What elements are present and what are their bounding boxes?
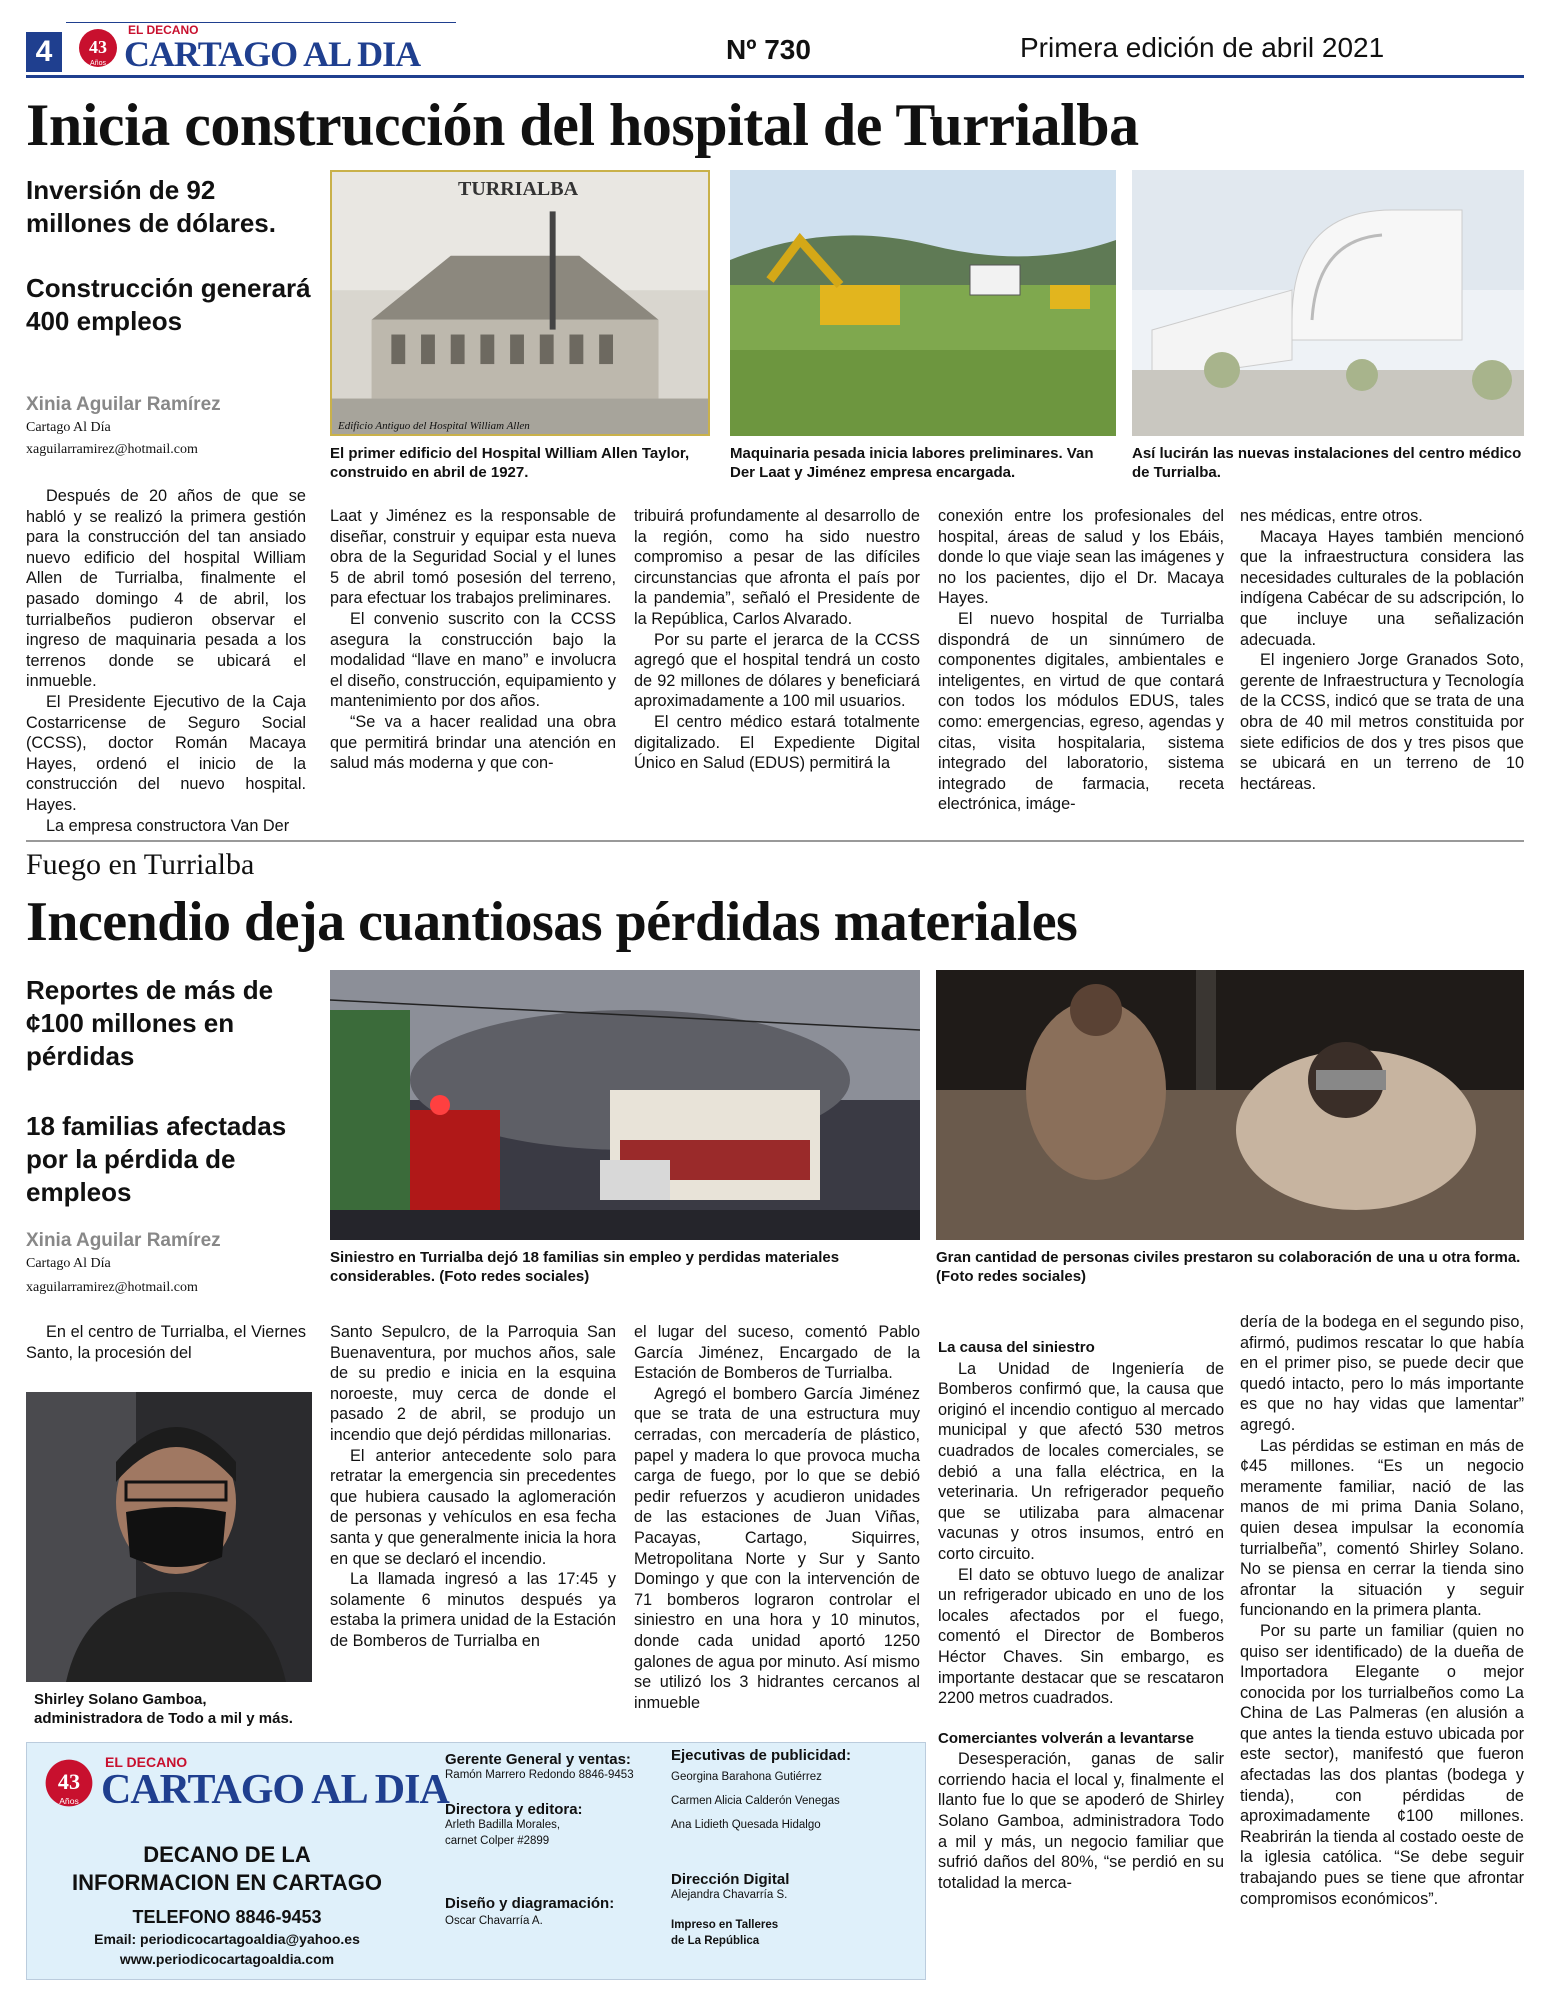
article2-caption-fire: Siniestro en Turrialba dejó 18 familias sin empleo y perdidas materiales considerables. (Foto redes sociales) [330, 1249, 840, 1285]
old-photo-inner-caption: Edificio Antiguo del Hospital William Allen [338, 420, 530, 432]
footer-directora-value1: Arleth Badilla Morales, [445, 1819, 561, 1831]
civilians-helping-photo [936, 970, 1524, 1240]
anniversary-badge-icon [37, 1755, 101, 1811]
footer-impreso-1: Impreso en Talleres [671, 1919, 779, 1931]
header-rule [26, 75, 1524, 78]
article2-column-3 [634, 1322, 920, 1713]
footer-gerente-label: Gerente General y ventas: [445, 1751, 631, 1768]
article2-col4-para: Desesperación, ganas de salir corriendo hacia el local y, finalmente el llanto fue lo que se apoderó de Shirley Solano Gamboa, administradora Todo a mil y más, un negocio familiar que sufrió daños del 80%, “se perdió en su totalidad la merca- [938, 1750, 1224, 1892]
article2-byline: Xinia Aguilar Ramírez [26, 1230, 221, 1251]
article2-email: xaguilarramirez@hotmail.com [26, 1280, 198, 1295]
article2-col1-intro: En el centro de Turrialba, el Viernes Santo, la procesión del [26, 1323, 306, 1362]
footer-logo-small: EL DECANO [105, 1754, 188, 1770]
article2-col2-para: La llamada ingresó a las 17:45 y solamente 6 minutos después ya estaba la primera unidad de la Estación de Bomberos de Turrialba en [330, 1570, 617, 1650]
article2-column-1 [26, 1322, 306, 1363]
article1-col5-para: nes médicas, entre otros. [1240, 507, 1423, 525]
article2-headline: Incendio deja cuantiosas pérdidas materiales [26, 891, 1078, 953]
footer-diseno-label: Diseño y diagramación: [445, 1895, 615, 1912]
article1-col3-para: tribuirá profundamente al desarrollo de la región, como ha sido nuestro compromiso a pesar de las difíciles circunstancias que afronta el país por la pandemia”, señaló el Presidente de la República, Carlos Alvarado. [634, 507, 920, 628]
article2-outlet: Cartago Al Día [26, 1256, 111, 1271]
footer-decano-line1: DECANO DE LA [143, 1842, 311, 1867]
anniversary-badge-icon [72, 26, 124, 70]
footer-ejecutivas-label: Ejecutivas de publicidad: [671, 1747, 852, 1764]
article2-col4-para: La Unidad de Ingeniería de Bomberos confirmó que, la causa que originó el incendio contiguo al mercado municipal y que afectó 530 metros cuadrados de locales comerciales, se debió a una falla eléctrica, en la veterinaria. Un refrigerador pequeño que se utilizaba para almacenar vacunas y otros insumos, entró en corto circuito. [938, 1359, 1224, 1563]
article1-column-4 [938, 506, 1224, 815]
page-number: 4 [26, 32, 62, 72]
article1-col3-para: Por su parte el jerarca de la CCSS agregó que el hospital tendrá un costo de 92 millones de dólares y beneficiará aproximadamente a 100 mil usuarios. [634, 630, 920, 711]
article2-kicker: Fuego en Turrialba [26, 848, 255, 881]
section-divider [26, 840, 1524, 842]
footer-gerente-value: Ramón Marrero Redondo 8846-9453 [445, 1769, 634, 1781]
shirley-portrait-photo [26, 1392, 312, 1682]
article2-col3-para: el lugar del suceso, comentó Pablo García Jiménez, Encargado de la Estación de Bomberos de Turrialba. [634, 1323, 920, 1383]
article1-deck1: Inversión de 92 millones de dólares. [26, 175, 276, 238]
issue-number: Nº 730 [726, 34, 811, 65]
footer-logo [37, 1755, 449, 1811]
footer-ejecutiva: Ana Lidieth Quesada Hidalgo [671, 1819, 821, 1831]
article1-col2-para: “Se va a hacer realidad una obra que permitirá brindar una atención en salud más moderna y que con- [330, 712, 616, 773]
new-hospital-rendering [1132, 170, 1524, 436]
article1-col2-para: El convenio suscrito con la CCSS asegura la construcción bajo la modalidad “llave en mano” e involucra el diseño, construcción, equipamiento y mantenimiento por dos años. [330, 609, 616, 711]
article1-col5-para: Macaya Hayes también mencionó que la infraestructura considera las necesidades culturales de la población indígena Cabécar de su adscripción, lo que incluye una señalización adecuada. [1240, 527, 1524, 649]
footer-diseno-value: Oscar Chavarría A. [445, 1915, 543, 1927]
article1-column-2 [330, 506, 616, 774]
article1-column-3 [634, 506, 920, 774]
footer-digital-value: Alejandra Chavarría S. [671, 1889, 788, 1901]
article1-email: xaguilarramirez@hotmail.com [26, 442, 198, 457]
article2-deck2: 18 familias afectadas por la pérdida de empleos [26, 1111, 287, 1207]
article1-col5-para: El ingeniero Jorge Granados Soto, gerente de Infraestructura y Tecnología de la CCSS, indicó que se trata de una obra de 40 mil metros constituida por siete edificios de dos y tres pisos que se ubicará en un terreno de 10 hectáreas. [1240, 651, 1524, 793]
masthead-box [26, 1742, 926, 1980]
old-hospital-photo [330, 170, 710, 436]
article2-col2-para: Santo Sepulcro, de la Parroquia San Buenaventura, por muchos años, sale de su predio e inicia en la esquina noroeste, muy cerca de donde el pasado 2 de abril, se produjo un incendio que dejó pérdidas millonarias. [330, 1323, 616, 1444]
badge-sub: Años [90, 60, 106, 67]
article2-deck1: Reportes de más de ¢100 millones en pérdidas [26, 975, 274, 1071]
footer-decano-line2: INFORMACION EN CARTAGO [71, 1870, 383, 1895]
article1-column-1 [26, 486, 306, 836]
article1-caption2: Maquinaria pesada inicia labores preliminares. Van Der Laat y Jiménez empresa encargada. [730, 445, 1094, 481]
article2-col5-para: dería de la bodega en el segundo piso, afirmó, pudimos rescatar lo que había en el primer piso, se puede decir que quedó intacto, pero lo más importante es que no hay vidas que lamentar” agregó. [1240, 1313, 1524, 1434]
article1-outlet: Cartago Al Día [26, 420, 111, 435]
machinery-photo [730, 170, 1116, 436]
article1-caption3: Así lucirán las nuevas instalaciones del centro médico de Turrialba. [1132, 445, 1522, 481]
article2-subhead-cause: La causa del siniestro [938, 1339, 1095, 1356]
article2-column-2 [330, 1322, 616, 1652]
badge-sub: Años [59, 1795, 79, 1806]
article1-col1-para: El Presidente Ejecutivo de la Caja Costarricense de Seguro Social (CCSS), doctor Román Macaya Hayes, ordenó el inicio de la construcción del nuevo hospital. Hayes. [26, 692, 306, 814]
footer-telefono: TELEFONO 8846-9453 [132, 1907, 322, 1927]
fire-scene-photo [330, 970, 920, 1240]
article1-col4-para: conexión entre los profesionales del hospital, áreas de salud y los Ebáis, donde lo que viaje sean las imágenes y no los pacientes, dijo el Dr. Macaya Hayes. [938, 507, 1224, 608]
article2-column-4 [938, 1326, 1224, 1893]
footer-directora-value2: carnet Colper #2899 [445, 1835, 550, 1847]
header-top-rule [66, 22, 456, 23]
article1-col4-para: El nuevo hospital de Turrialba dispondrá de un sinnúmero de componentes digitales, ambientales e inteligentes, en virtud de que contará con todos los módulos EDUS, tales como: emergencias, egreso, agendas y citas, visita hospitalaria, sistema integrado del laboratorio, sistema integrado de farmacia, receta electrónica, imáge- [938, 609, 1224, 814]
article2-col4-para: El dato se obtuvo luego de analizar un refrigerador ubicado en uno de los locales afectados por el fuego, comentó el Director de Bomberos Héctor Chaves. Sin embargo, es importante destacar que se rescataron 2200 metros cuadrados. [938, 1565, 1224, 1708]
article1-col3-para: El centro médico estará totalmente digitalizado. El Expediente Digital Único en Salud (EDUS) permitirá la [634, 712, 920, 773]
article2-caption-people: Gran cantidad de personas civiles prestaron su colaboración de una u otra forma. (Foto redes sociales) [936, 1249, 1521, 1285]
footer-directora-label: Directora y editora: [445, 1801, 583, 1818]
footer-website[interactable]: www.periodicocartagoaldia.com [119, 1951, 335, 1967]
article1-caption1: El primer edificio del Hospital William Allen Taylor, construido en abril de 1927. [330, 445, 690, 481]
footer-logo-title: CARTAGO AL DIA [101, 1767, 449, 1813]
article1-headline: Inicia construcción del hospital de Turrialba [26, 92, 1139, 158]
article1-byline: Xinia Aguilar Ramírez [26, 394, 221, 415]
article2-col5-para: Las pérdidas se estiman en más de ¢45 millones. “Es un negocio meramente familiar, nació de las manos de mi prima Dania Solano, quien desea impulsar la economía turrialbeña”, comentó Shirley Solano. No se piensa en cerrar la tienda sino afrontar la situación y seguir funcionando en la primera planta. [1240, 1436, 1524, 1620]
footer-impreso-2: de La República [671, 1935, 760, 1947]
article2-column-5 [1240, 1312, 1524, 1909]
article2-col3-para: Agregó el bombero García Jiménez que se trata de una estructura muy cerradas, con mercadería de plástico, papel y madera lo que provoca mucha carga de fuego, por lo que se debió pedir refuerzos y acudieron unidades de las estaciones de Juan Viñas, Pacayas, Cartago, Siquirres, Metropolitana Norte y Sur y Santo Domingo y que con la intervención de 71 bomberos lograron controlar el siniestro en una hora y 10 minutos, donde cada unidad aportó 1250 galones de agua por minuto. Así mismo se utilizó los 3 hidrantes cercanos al inmueble [634, 1384, 920, 1712]
article1-column-5 [1240, 506, 1524, 794]
masthead-logo [72, 24, 420, 72]
article1-col2-para: Laat y Jiménez es la responsable de diseñar, construir y equipar esta nueva obra de la Seguridad Social y el lunes 5 de abril tomó posesión del terreno, para efectuar los trabajos preliminares. [330, 507, 616, 608]
old-photo-label: TURRIALBA [458, 178, 579, 200]
badge-number: 43 [89, 37, 107, 57]
footer-ejecutiva: Georgina Barahona Gutiérrez [671, 1771, 822, 1783]
article2-caption-portrait: Shirley Solano Gamboa, administradora de Todo a mil y más. [34, 1691, 293, 1727]
article2-subhead-merchants: Comerciantes volverán a levantarse [938, 1729, 1194, 1747]
footer-ejecutiva: Carmen Alicia Calderón Venegas [671, 1795, 840, 1807]
logo-title: CARTAGO AL DIA [124, 34, 421, 74]
badge-number: 43 [57, 1769, 81, 1795]
article2-col2-para: El anterior antecedente solo para retratar la emergencia sin precedentes que hubiera causado la aglomeración de personas y vehículos en esa fecha santa y que generalmente inicia la hora en que se declaró el incendio. [330, 1446, 616, 1568]
footer-email: Email: periodicocartagoaldia@yahoo.es [94, 1931, 360, 1947]
article1-col1-para: Después de 20 años de que se habló y se realizó la primera gestión para la construcción del tan ansiado nuevo edificio del hospital William Allen de Turrialba, finalmente el pasado domingo 4 de abril, los turrialbeños pudieron observar el ingreso de maquinaria pesada a los terrenos donde se ubicará el inmueble. [26, 487, 306, 691]
article2-col5-para: Por su parte un familiar (quien no quiso ser identificado) de la dueña de Importadora Elegante o mejor conocida por los turrialbeños como La China de Las Palmeras (en alusión a que antes la tienda estuvo ubicada por este sector), manifestó que fueron afectadas las dos plantas (bodega y tienda), con pérdidas de aproximadamente ¢100 millones. Reabrirán la tienda al costado oeste de la iglesia católica. “Se debe seguir trabajando pues se tiene que afrontar compromisos económicos”. [1240, 1621, 1524, 1908]
article1-deck2: Construcción generará 400 empleos [26, 273, 311, 336]
article1-col1-para: La empresa constructora Van Der [46, 816, 290, 835]
footer-digital-label: Dirección Digital [671, 1871, 790, 1888]
logo-small-text: EL DECANO [128, 23, 199, 37]
edition-date: Primera edición de abril 2021 [1020, 32, 1385, 63]
